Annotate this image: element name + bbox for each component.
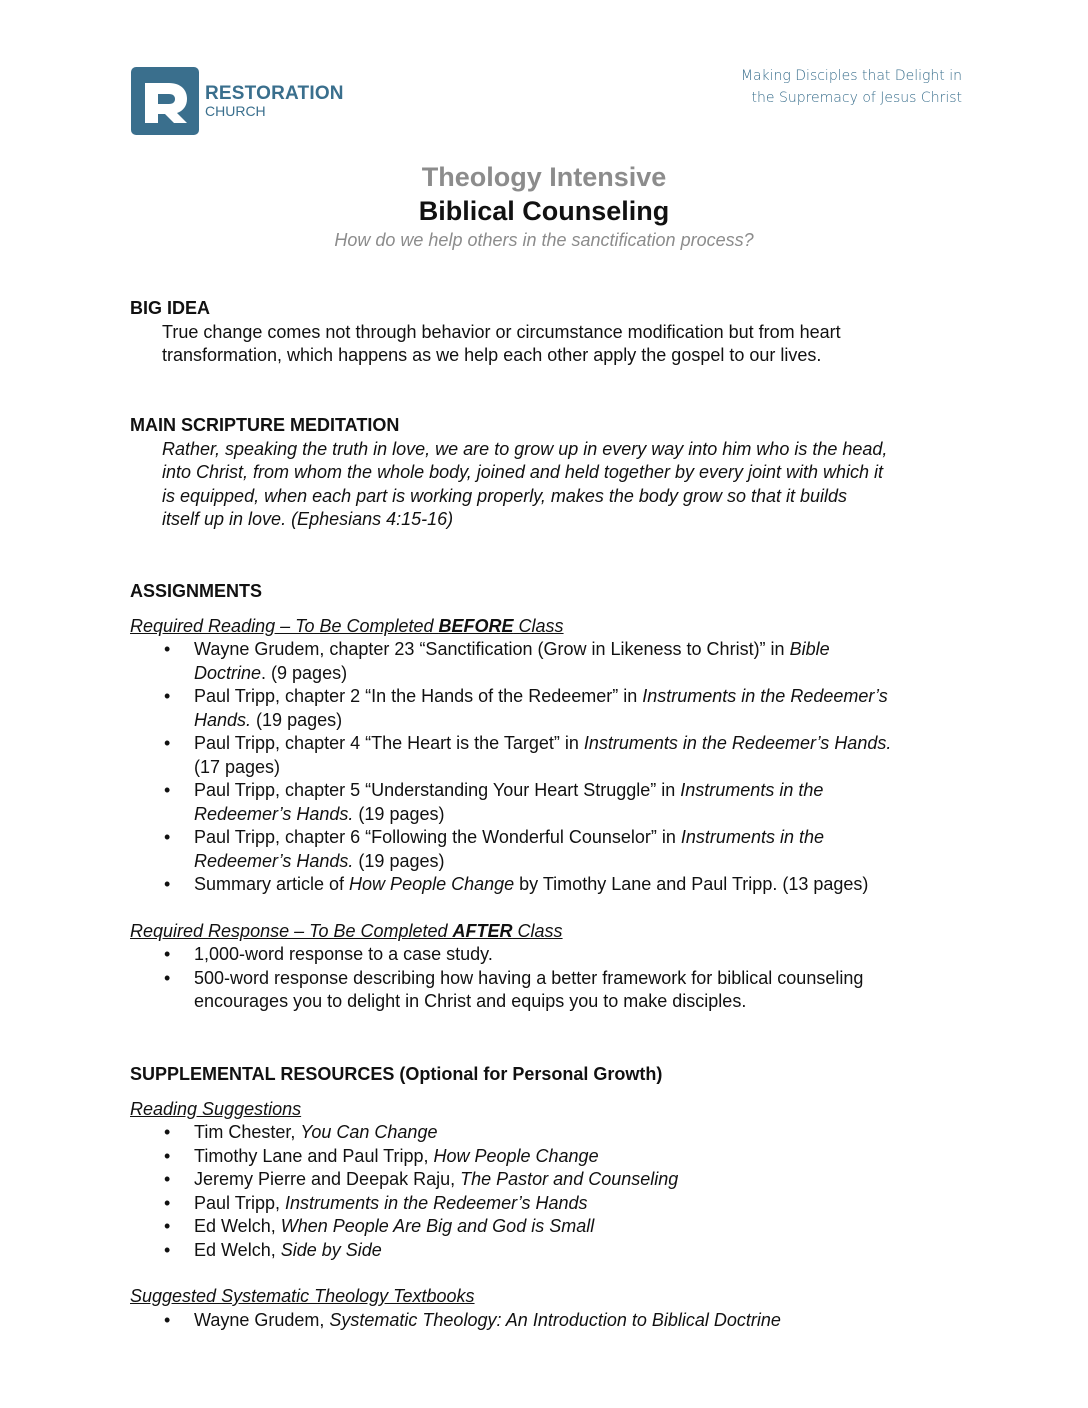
list-item: • Tim Chester, You Can Change [164, 1122, 438, 1142]
supplemental-section [130, 1063, 970, 1332]
reading-suggestions-list [130, 1121, 970, 1262]
list-item: • Summary article of How People Change by Timothy Lane and Paul Tripp. (13 pages) [164, 874, 869, 894]
list-item: • Timothy Lane and Paul Tripp, How People Change [164, 1145, 599, 1166]
tagline-line1: Making Disciples that Delight in [740, 68, 962, 84]
supplemental-heading: SUPPLEMENTAL RESOURCES (Optional for Personal Growth) [130, 1064, 663, 1084]
logo-wordmark-line1: RESTORATION [205, 83, 344, 104]
scripture-line: itself up in love. (Ephesians 4:15-16) [162, 509, 454, 529]
scripture-line: into Christ, from whom the whole body, joined and held together by every joint with which it [162, 462, 884, 482]
logo-r-mark-icon [131, 67, 199, 135]
big-idea-heading: BIG IDEA [130, 298, 211, 318]
big-idea-line: transformation, which happens as we help each other apply the gospel to our lives. [162, 345, 822, 365]
list-item: • 500-word response describing how having a better framework for biblical counseling encourages you to delight in Christ and equips you to make disciples. [164, 967, 864, 1011]
logo-wordmark-line2: CHURCH [205, 103, 266, 119]
big-idea-section [130, 297, 970, 368]
assignments-section [130, 580, 970, 1014]
scripture-line: Rather, speaking the truth in love, we are to grow up in every way into him who is the head, [162, 438, 888, 459]
required-reading-list [130, 638, 970, 897]
title-block [0, 160, 1088, 252]
series-title: Theology Intensive [421, 162, 667, 192]
church-logo [131, 67, 344, 135]
tagline [741, 65, 962, 109]
big-idea-line: True change comes not through behavior or circumstance modification but from heart [162, 321, 841, 342]
list-item: • Paul Tripp, chapter 5 “Understanding Your Heart Struggle” in Instruments in the Redeemer’s Hands. (19 pages) [164, 780, 824, 824]
topic-title: Biblical Counseling [418, 196, 670, 226]
list-item: • Paul Tripp, Instruments in the Redeemer’s Hands [164, 1192, 588, 1213]
list-item: • Wayne Grudem, Systematic Theology: An Introduction to Biblical Doctrine [164, 1309, 781, 1330]
list-item: • Ed Welch, When People Are Big and God is Small [164, 1216, 595, 1236]
list-item: • Paul Tripp, chapter 6 “Following the Wonderful Counselor” in Instruments in the Redeemer’s Hands. (19 pages) [164, 827, 824, 871]
required-reading-label: Required Reading – To Be Completed BEFORE Class [130, 615, 564, 636]
textbooks-list [130, 1309, 970, 1333]
required-response-list [130, 943, 970, 1014]
scripture-section [130, 414, 970, 532]
assignments-heading: ASSIGNMENTS [130, 581, 263, 601]
list-item: • Jeremy Pierre and Deepak Raju, The Pastor and Counseling [164, 1169, 679, 1189]
textbooks-label: Suggested Systematic Theology Textbooks [130, 1286, 475, 1306]
list-item: • Wayne Grudem, chapter 23 “Sanctification (Grow in Likeness to Christ)” in Bible Doctrine. (9 pages) [164, 639, 830, 683]
list-item: • Paul Tripp, chapter 4 “The Heart is the Target” in Instruments in the Redeemer’s Hands. (17 pages) [164, 733, 892, 777]
tagline-line2: the Supremacy of Jesus Christ [751, 90, 962, 106]
list-item: • Ed Welch, Side by Side [164, 1239, 382, 1260]
reading-suggestions-label: Reading Suggestions [130, 1098, 302, 1119]
scripture-line: is equipped, when each part is working properly, makes the body grow so that it builds [162, 485, 848, 506]
list-item: • Paul Tripp, chapter 2 “In the Hands of the Redeemer” in Instruments in the Redeemer’s Hands. (19 pages) [164, 686, 888, 730]
scripture-heading: MAIN SCRIPTURE MEDITATION [130, 415, 400, 435]
list-item: • 1,000-word response to a case study. [164, 944, 493, 964]
required-response-label: Required Response – To Be Completed AFTER Class [130, 920, 563, 941]
guiding-question: How do we help others in the sanctification process? [334, 230, 754, 250]
